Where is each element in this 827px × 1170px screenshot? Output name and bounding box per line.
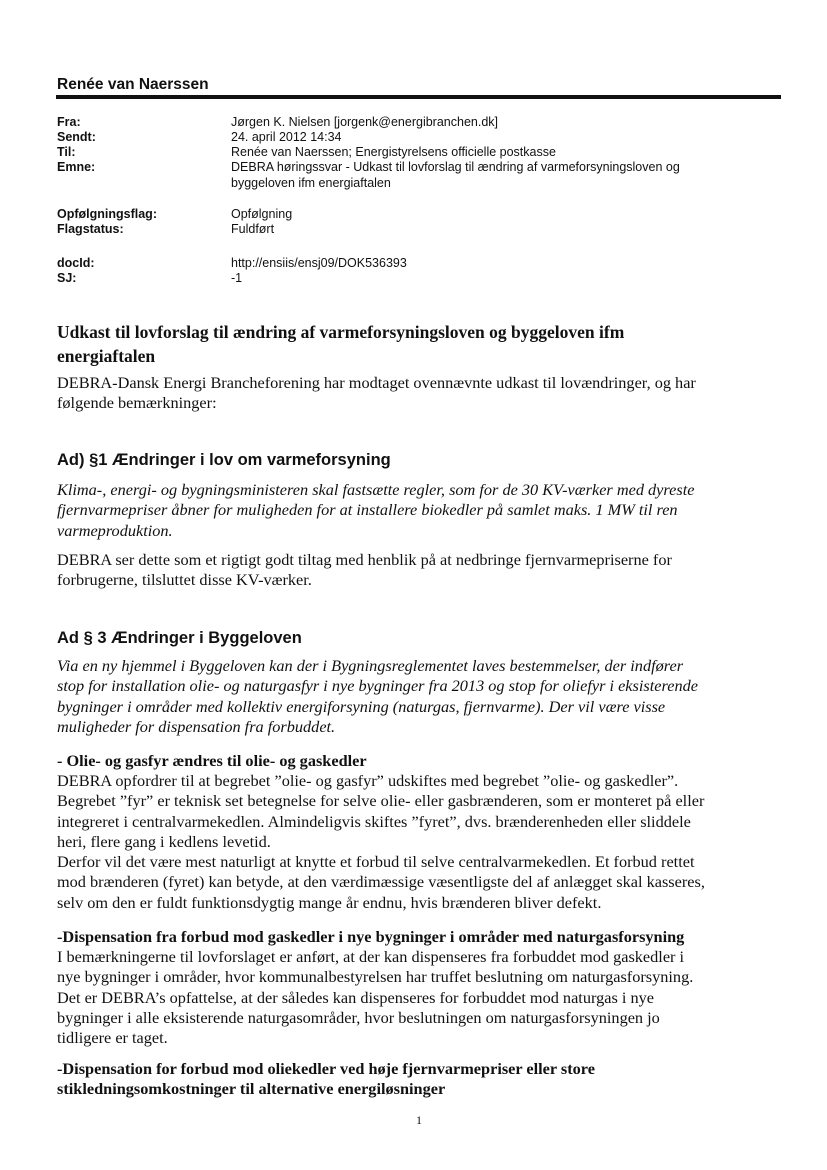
meta-value: Renée van Naerssen; Energistyrelsens officielle postkasse: [231, 145, 556, 159]
meta-label: SJ:: [57, 271, 77, 285]
meta-value: http://ensiis/ensj09/DOK536393: [231, 256, 407, 270]
subsection-3-heading: -Dispensation for forbud mod oliekedler ved høje fjernvarmepriser eller store stikledningsomkostninger til alternative energiløsninger: [57, 1059, 595, 1099]
sender-name: Renée van Naerssen: [57, 76, 209, 93]
section-3-quote: Via en ny hjemmel i Byggeloven kan der i Bygningsreglementet laves bestemmelser, der indfører stop for installation olie- og naturgasfyr i nye bygninger fra 2013 og stop for oliefyr i eksisterende bygninger i områder med kollektiv energiforsyning (naturgas, fjernvarme). Der vil være visse muligheder for dispensation fra forbuddet.: [57, 656, 698, 736]
intro-paragraph: DEBRA-Dansk Energi Brancheforening har modtaget ovennævnte udkast til lovændringer, og har følgende bemærkninger:: [57, 373, 696, 413]
document-title: Udkast til lovforslag til ændring af varmeforsyningsloven og byggeloven ifm energiaftalen: [57, 322, 625, 366]
section-1-heading: Ad) §1 Ændringer i lov om varmeforsyning: [57, 451, 391, 469]
meta-label: Fra:: [57, 115, 81, 129]
page-number: 1: [416, 1113, 422, 1127]
section-1-text: DEBRA ser dette som et rigtigt godt tiltag med henblik på at nedbringe fjernvarmepriserne for forbrugerne, tilsluttet disse KV-værker.: [57, 550, 672, 590]
meta-label: Opfølgningsflag:: [57, 207, 157, 221]
subsection-1-text: DEBRA opfordrer til at begrebet ”olie- og gasfyr” udskiftes med begrebet ”olie- og gaskedler”. Begrebet ”fyr” er teknisk set betegnelse for selve olie- eller gasbrænderen, som er monteret på eller integreret i centralvarmekedlen. Almindeligvis skiftes ”fyret”, dvs. brænderenheden eller sliddele heri, flere gang i kedlens levetid. Derfor vil det være mest naturligt at knytte et forbud til selve centralvarmekedlen. Et forbud rettet mod brænderen (fyret) kan betyde, at den værdimæssige væsentligste del af anlægget skal kasseres, selv om den er fuldt funktionsdygtig mange år endnu, hvis brænderen bliver defekt.: [57, 771, 705, 912]
section-3-heading: Ad § 3 Ændringer i Byggeloven: [57, 629, 302, 647]
meta-label: docId:: [57, 256, 95, 270]
meta-value: Jørgen K. Nielsen [jorgenk@energibranchen.dk]: [231, 115, 498, 129]
meta-value: -1: [231, 271, 243, 285]
header-rule: [56, 95, 781, 99]
meta-label: Sendt:: [57, 130, 96, 144]
meta-value: DEBRA høringssvar - Udkast til lovforslag til ændring af varmeforsyningsloven og: [231, 160, 680, 174]
meta-value: Opfølgning: [231, 207, 293, 221]
meta-value: byggeloven ifm energiaftalen: [231, 176, 391, 190]
meta-value: 24. april 2012 14:34: [231, 130, 342, 144]
meta-label: Emne:: [57, 160, 96, 174]
section-1-quote: Klima-, energi- og bygningsministeren skal fastsætte regler, som for de 30 KV-værker med dyreste fjernvarmepriser åbner for muligheden for at installere biokedler på samlet maks. 1 MW til ren varmeproduktion.: [57, 480, 695, 540]
subsection-2-heading: -Dispensation fra forbud mod gaskedler i nye bygninger i områder med naturgasforsyning: [57, 927, 685, 946]
meta-value: Fuldført: [231, 222, 275, 236]
meta-label: Flagstatus:: [57, 222, 124, 236]
subsection-1-heading: - Olie- og gasfyr ændres til olie- og gaskedler: [57, 751, 367, 770]
subsection-2-text: I bemærkningerne til lovforslaget er anført, at der kan dispenseres fra forbuddet mod gaskedler i nye bygninger i områder, hvor kommunalbestyrelsen har truffet beslutning om naturgasforsyning. Det er DEBRA’s opfattelse, at der således kan dispenseres for forbuddet mod naturgas i nye bygninger i alle eksisterende naturgasområder, hvor beslutningen om naturgasforsyningen jo tidligere er taget.: [57, 947, 694, 1048]
meta-label: Til:: [57, 145, 76, 159]
